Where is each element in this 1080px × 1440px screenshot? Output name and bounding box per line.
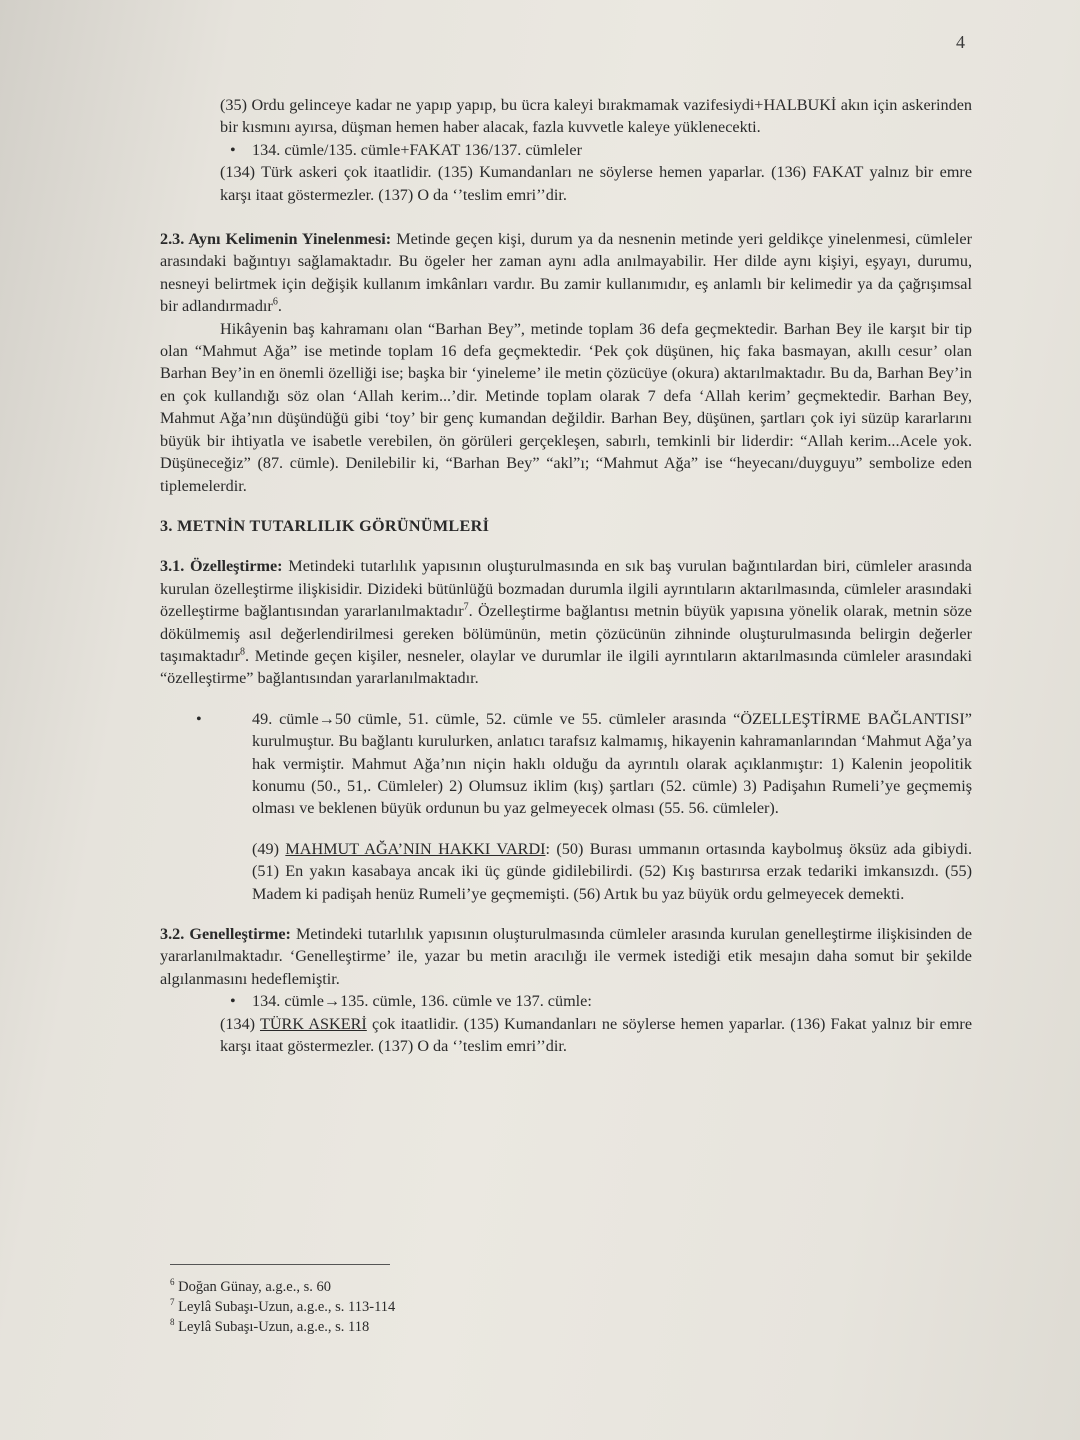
- footnote-ref: 7: [463, 601, 469, 613]
- bullet-icon: •: [230, 140, 236, 159]
- footnotes: [170, 1277, 395, 1337]
- footnote: $^7$ Leylâ Subaşı-Uzun, a.g.e., s. 113-114: [170, 1297, 396, 1315]
- section-2-3-paragraph: 2.3. Aynı Kelimenin Yinelenmesi: Metinde geçen kişi, durum ya da nesnenin metinde yeri geldikçe yinelenmesi, cümleler arasındaki bağıntıyı sağlamaktadır. Bu ögeler her zaman aynı adla anılmayabilir. Her dilde aynı kişiyi, eşyayı, durumu, nesneyi belirtmek için değişik kullanım imkânları vardır. Bu zamir kullanımıdır, eş anlamlı bir kelimedir ya da çağrışımsal bir adlandırmadır$^6$.: [160, 230, 972, 316]
- section-3-1-paragraph: 3.1. Özelleştirme: Metindeki tutarlılık yapısının oluşturulmasında en sık baş vurulan bağıntılardan biri, cümleler arasında kurulan özelleştirme ilişkisidir. Dizideki bütünlüğü bozmadan durumla ilgili ayrıntıların aktarılmasında, cümleler arasındaki özelleştirme bağlantısından yararlanılmaktadır$^7$. Özelleştirme bağlantısı metnin büyük yapısına yönelik olarak, metnin söze dökülmemiş asıl değerlendirilmesi gereken bölümünün, metin çözücünün zihninde oluşturulmasında belirgin değerler taşımaktadır$^8$. Metinde geçen kişiler, nesneler, olaylar ve durumlar ile ilgili ayrıntıların aktarılmasında cümleler arasındaki “özelleştirme” bağlantısından yararlanılmaktadır.: [160, 557, 972, 688]
- section-2-3-heading: 2.3. Aynı Kelimenin Yinelenmesi:: [160, 230, 392, 249]
- quote-134: (134) TÜRK ASKERİ çok itaatlidir. (135) Kumandanları ne söylerse hemen yaparlar. (136) Fakat yalnız bir emre karşı itaat göstermezler. (137) O da ‘’teslim emri’’dir.: [220, 1014, 973, 1056]
- section-3-2-heading: 3.2. Genelleştirme:: [160, 925, 291, 943]
- footnote: $^6$ Doğan Günay, a.g.e., s. 60: [170, 1277, 332, 1295]
- bullet-item: • 134. cümle/135. cümle+FAKAT 136/137. cümleler: [160, 139, 972, 161]
- bullet-icon: •: [230, 992, 236, 1011]
- bullet-item: • 134. cümle→135. cümle, 136. cümle ve 137. cümle:: [160, 990, 972, 1012]
- quote-49: (49) MAHMUT AĞA’NIN HAKKI VARDI: (50) Burası ummanın ortasında kaybolmuş öksüz ada gibiydi. (51) En yakın kasabaya ancak iki üç günde gidilebilirdi. (52) Kış bastırırsa erzak tedariki imkansızdı. (55) Madem ki padişah henüz Rumeli’ye geçmemişti. (56) Artık bu yaz büyük ordu gelmeyecek demekti.: [252, 839, 972, 903]
- page-number: 4: [956, 32, 965, 52]
- section-2-3-paragraph-2: Hikâyenin baş kahramanı olan “Barhan Bey”, metinde toplam 36 defa geçmektedir. Barhan Bey ile karşıt bir tip olan “Mahmut Ağa” ise metinde toplam 16 defa geçmektedir. ‘Pek çok düşünen, hiç faka basmayan, akıllı cesur’ olan Barhan Bey’in en önemli özelliği ise; başka bir ‘yineleme’ ile metin çözücüye (okura) aktarılmaktadır. Bu da, Barhan Bey’in en çok kullandığı söz olan ‘Allah kerim...’dir. Metinde toplam olarak 7 defa ‘Allah kerim’ geçmektedir. Barhan Bey, Mahmut Ağa’nın düşündüğü gibi ‘toy’ bir genç kumandan değildir. Barhan Bey, düşünen, şartları çok iyi süzüp kararlarını büyük bir ihtiyatla ve isabetle verebilen, ön görüleri gerçekleşen, sabırlı, temkinli bir liderdir: “Allah kerim...Acele yok. Düşüneceğiz” (87. cümle). Denilebilir ki, “Barhan Bey” “akl”ı; “Mahmut Ağa” ise “heyecanı/duyguyu” sembolize eden tiplemelerdir.: [160, 319, 972, 495]
- bullet-icon: •: [196, 709, 202, 728]
- footnote-ref: 8: [240, 646, 246, 658]
- paragraph-35: (35) Ordu gelinceye kadar ne yapıp yapıp, bu ücra kaleyi bırakmamak vazifesiydi+HALBUKİ akın için askerinden bir kısmını ayırsa, düşman hemen haber alacak, fazla kuvvetle kaleye yüklenecekti.: [220, 96, 972, 137]
- footnote-divider: [170, 1264, 390, 1265]
- footnote: $^8$ Leylâ Subaşı-Uzun, a.g.e., s. 118: [170, 1317, 370, 1335]
- section-3-title: 3. METNİN TUTARLILIK GÖRÜNÜMLERİ: [160, 516, 490, 535]
- bullet-item: • 49. cümle→50 cümle, 51. cümle, 52. cümle ve 55. cümleler arasında “ÖZELLEŞTİRME BAĞLANTISI” kurulmuştur. Bu bağlantı kurulurken, anlatıcı tarafsız kalmamış, hikayenin kahramanlarından ‘Mahmut Ağa’ya hak vermiştir. Mahmut Ağa’nın niçin haklı olduğu da ayrıntılı olarak açıklanmıştır: 1) Kalenin jeopolitik konumu (50., 51,. Cümleler) 2) Olumsuz iklim (kış) şartları (52. cümle) 3) Padişahın Rumeli’ye geçmemiş olması ve beklenen büyük ordunun bu yaz gelmeyecek olması (55. 56. cümleler).: [196, 709, 972, 818]
- footnote-ref: 6: [272, 296, 278, 308]
- paragraph-134: (134) Türk askeri çok itaatlidir. (135) Kumandanları ne söylerse hemen yaparlar. (136) FAKAT yalnız bir emre karşı itaat göstermezler. (137) O da ‘’teslim emri’’dir.: [220, 163, 972, 204]
- page-body: [160, 94, 972, 1057]
- section-3-1-heading: 3.1. Özelleştirme:: [160, 557, 283, 576]
- section-3-2-paragraph: 3.2. Genelleştirme: Metindeki tutarlılık yapısının oluşturulmasında cümleler arasında kurulan genelleştirme ilişkisinden de yararlanılmaktadır. ‘Genelleştirme’ ile, yazar bu metin aracılığı ile vermek istediği etik mesajın daha somut bir şekilde algılanmasını hedeflemiştir.: [160, 925, 973, 988]
